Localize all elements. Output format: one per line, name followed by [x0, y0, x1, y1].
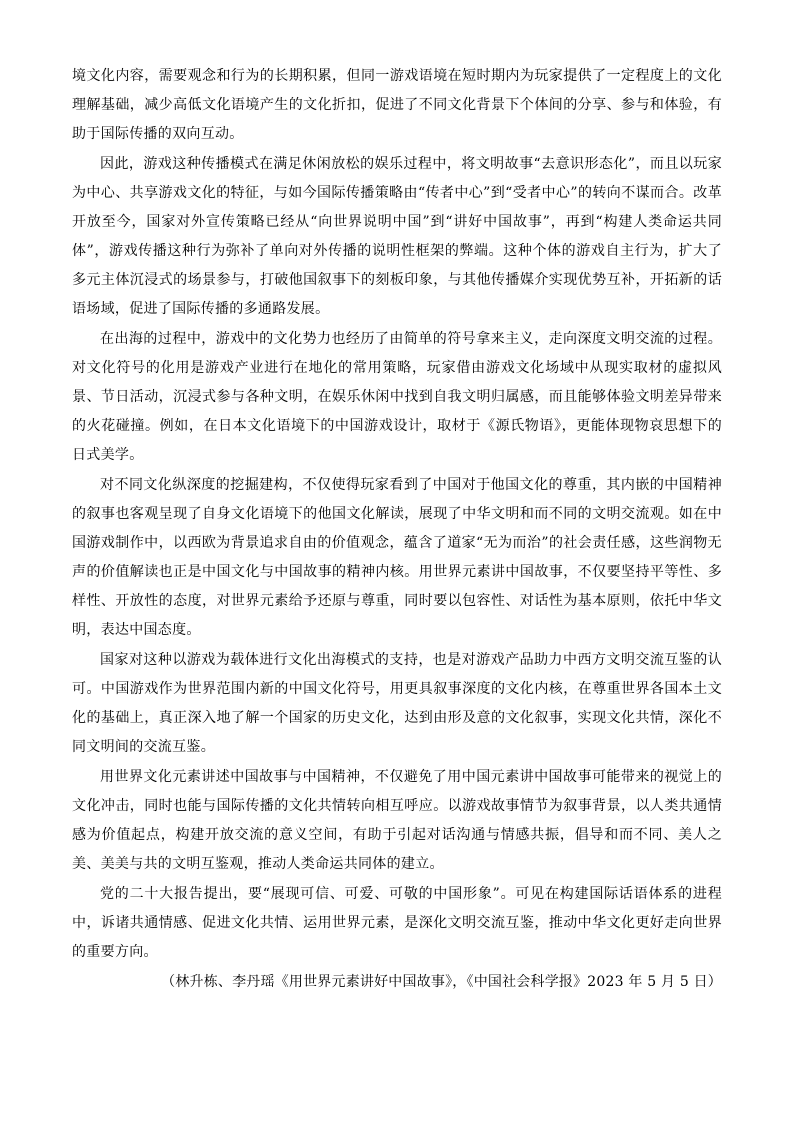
paragraph: 对不同文化纵深度的挖掘建构，不仅使得玩家看到了中国对于他国文化的尊重，其内嵌的中国精神的叙事也客观呈现了自身文化语境下的他国文化解读，展现了中华文明和而不同的文明交流观。如在中国游戏制作中，以西欧为背景追求自由的价值观念，蕴含了道家“无为而治”的社会责任感，这些润物无声的价值解读也正是中国文化与中国故事的精神内核。用世界元素讲中国故事，不仅要坚持平等性、多样性、开放性的态度，对世界元素给予还原与尊重，同时要以包容性、对话性为基本原则，依托中华文明，表达中国态度。: [72, 477, 722, 638]
paragraph: 党的二十大报告提出，要“展现可信、可爱、可敬的中国形象”。可见在构建国际话语体系的进程中，诉诸共通情感、促进文化共情、运用世界元素，是深化文明交流互鉴，推动中华文化更好走向世界的重要方向。: [72, 886, 722, 960]
paragraph: 因此，游戏这种传播模式在满足休闲放松的娱乐过程中，将文明故事“去意识形态化”，而且以玩家为中心、共享游戏文化的特征，与如今国际传播策略由“传者中心”到“受者中心”的转向不谋而合。改革开放至今，国家对外宣传策略已经从“向世界说明中国”到“讲好中国故事”，再到“构建人类命运共同体”，游戏传播这种行为弥补了单向对外传播的说明性框架的弊端。这种个体的游戏自主行为，扩大了多元主体沉浸式的场景参与，打破他国叙事下的刻板印象，与其他传播媒介实现优势互补，开拓新的话语场域，促进了国际传播的多通路发展。: [72, 156, 722, 317]
paragraph: 国家对这种以游戏为载体进行文化出海模式的支持，也是对游戏产品助力中西方文明交流互鉴的认可。中国游戏作为世界范围内新的中国文化符号，用更具叙事深度的文化内核，在尊重世界各国本土文化的基础上，真正深入地了解一个国家的历史文化，达到由形及意的文化叙事，实现文化共情，深化不同文明间的交流互鉴。: [72, 652, 722, 755]
source-citation: （林升栋、李丹瑶《用世界元素讲好中国故事》，《中国社会科学报》2023 年 5 月 5 日）: [161, 974, 722, 990]
paragraph-continuation: 境文化内容，需要观念和行为的长期积累，但同一游戏语境在短时期内为玩家提供了一定程度上的文化理解基础，减少高低文化语境产生的文化折扣，促进了不同文化背景下个体间的分享、参与和体验，有助于国际传播的双向互动。: [72, 68, 722, 142]
article-body: [72, 62, 722, 997]
paragraph: 在出海的过程中，游戏中的文化势力也经历了由简单的符号拿来主义，走向深度文明交流的过程。对文化符号的化用是游戏产业进行在地化的常用策略，玩家借由游戏文化场域中从现实取材的虚拟风景、节日活动，沉浸式参与各种文明，在娱乐休闲中找到自我文明归属感，而且能够体验文明差异带来的火花碰撞。例如，在日本文化语境下的中国游戏设计，取材于《源氏物语》，更能体现物哀思想下的日式美学。: [72, 331, 722, 463]
paragraph: 用世界文化元素讲述中国故事与中国精神，不仅避免了用中国元素讲中国故事可能带来的视觉上的文化冲击，同时也能与国际传播的文化共情转向相互呼应。以游戏故事情节为叙事背景，以人类共通情感为价值起点，构建开放交流的意义空间，有助于引起对话沟通与情感共振，倡导和而不同、美人之美、美美与共的文明互鉴观，推动人类命运共同体的建立。: [72, 769, 722, 872]
